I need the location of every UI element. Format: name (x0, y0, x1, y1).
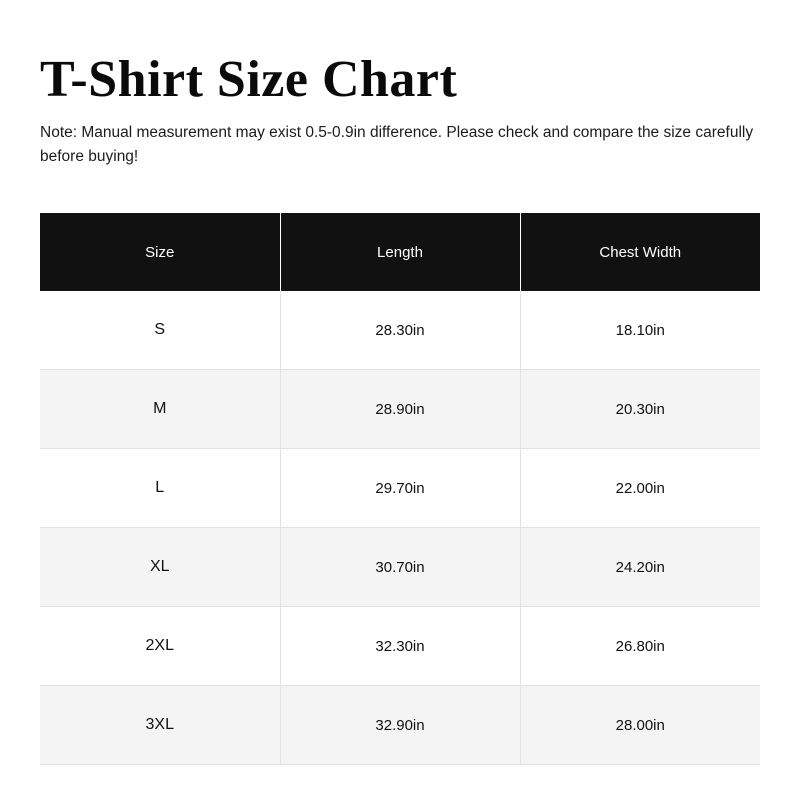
cell-length: 28.90in (280, 370, 520, 449)
cell-length: 32.30in (280, 607, 520, 686)
column-header-size: Size (40, 213, 280, 291)
cell-chest-width: 22.00in (520, 449, 760, 528)
table-row (40, 449, 760, 528)
cell-length: 29.70in (280, 449, 520, 528)
cell-size: M (40, 370, 280, 449)
cell-length: 32.90in (280, 686, 520, 765)
table-row (40, 686, 760, 765)
table-row (40, 291, 760, 370)
size-chart-table (40, 213, 760, 765)
cell-chest-width: 20.30in (520, 370, 760, 449)
column-header-length: Length (280, 213, 520, 291)
column-header-chest-width: Chest Width (520, 213, 760, 291)
cell-length: 30.70in (280, 528, 520, 607)
cell-size: 3XL (40, 686, 280, 765)
cell-size: L (40, 449, 280, 528)
cell-length: 28.30in (280, 291, 520, 370)
cell-chest-width: 28.00in (520, 686, 760, 765)
table-header (40, 213, 760, 291)
cell-size: 2XL (40, 607, 280, 686)
cell-chest-width: 24.20in (520, 528, 760, 607)
table-row (40, 370, 760, 449)
cell-chest-width: 26.80in (520, 607, 760, 686)
table-body (40, 291, 760, 765)
cell-size: S (40, 291, 280, 370)
cell-chest-width: 18.10in (520, 291, 760, 370)
table-row (40, 607, 760, 686)
table-header-row (40, 213, 760, 291)
measurement-note: Note: Manual measurement may exist 0.5-0.9in difference. Please check and compare the size carefully before buying! (40, 124, 754, 166)
page-title: T-Shirt Size Chart (40, 51, 458, 108)
table-row (40, 528, 760, 607)
cell-size: XL (40, 528, 280, 607)
